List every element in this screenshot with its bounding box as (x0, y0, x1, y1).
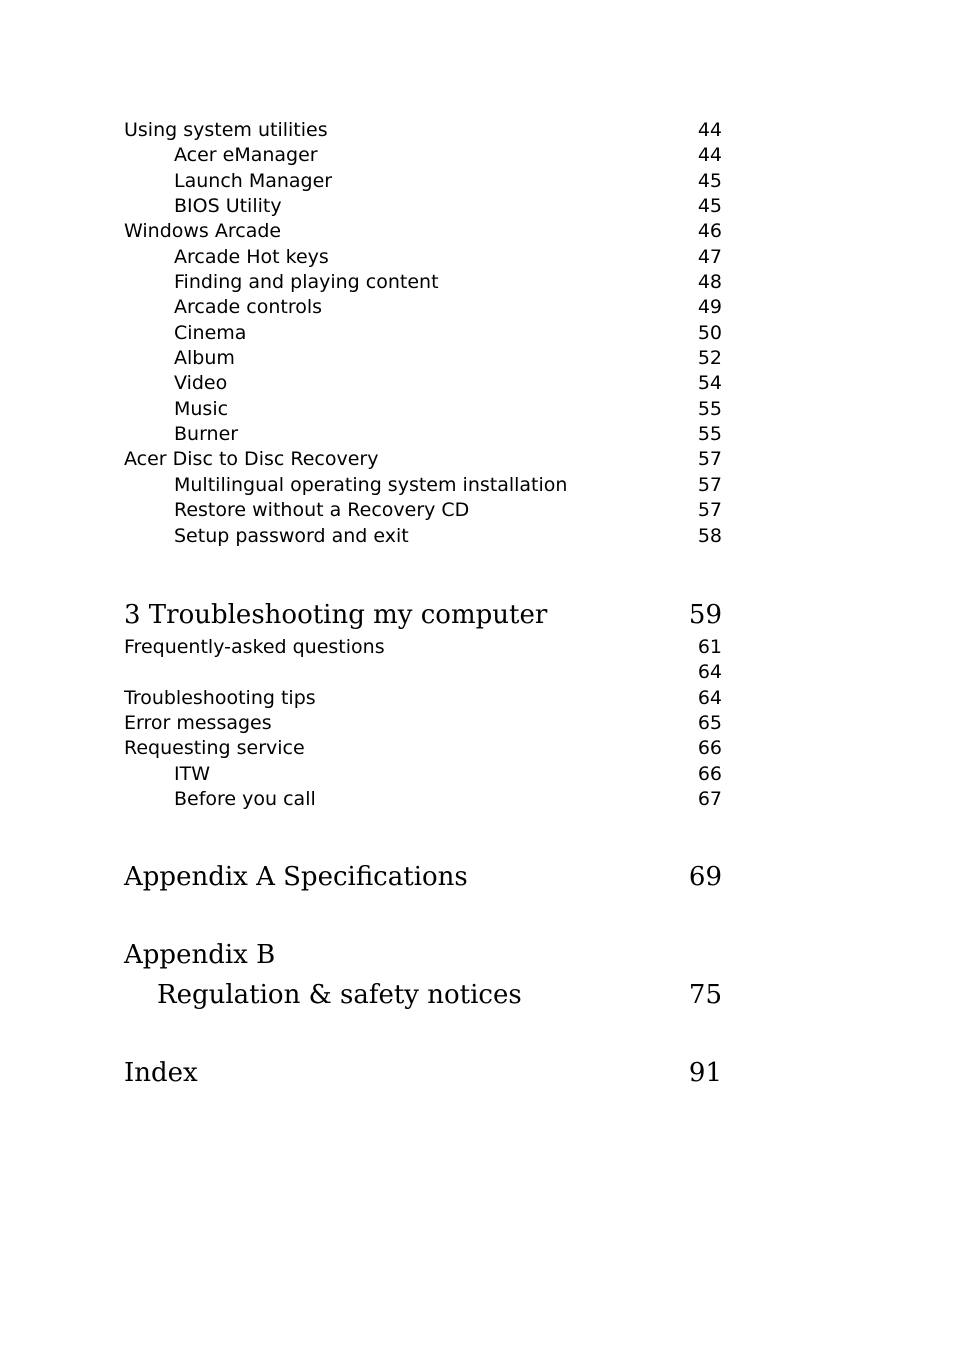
entry-title: Finding and playing content (174, 271, 439, 294)
toc-subentry[interactable] (124, 321, 722, 346)
entry-page-number: 47 (697, 245, 722, 268)
toc-entry[interactable] (124, 635, 722, 660)
entry-page-number: 55 (697, 397, 722, 420)
entry-title: Acer eManager (174, 144, 318, 167)
toc-subentry[interactable] (124, 524, 722, 549)
chapter-title: Appendix A Specifications (124, 862, 468, 893)
entry-page-number: 45 (697, 169, 722, 192)
entry-page-number: 67 (697, 787, 722, 810)
entry-page-number: 66 (697, 762, 722, 785)
toc-section-utilities (124, 118, 722, 549)
chapter-page-number: 91 (688, 1058, 722, 1089)
entry-title: Launch Manager (174, 169, 333, 192)
entry-title: Setup password and exit (174, 524, 409, 547)
entry-title: Album (174, 347, 235, 370)
chapter-title: 3 Troubleshooting my computer (124, 599, 548, 630)
entry-title: Music (174, 397, 229, 420)
entry-page-number: 49 (697, 296, 722, 319)
entry-page-number: 45 (697, 195, 722, 218)
entry-title: Restore without a Recovery CD (174, 499, 470, 522)
entry-title: Using system utilities (124, 119, 328, 141)
chapter-title: Index (124, 1058, 198, 1089)
entry-page-number: 64 (697, 686, 722, 709)
entry-title: Cinema (174, 321, 247, 344)
toc-subentry[interactable] (124, 422, 722, 447)
toc-subentry[interactable] (124, 473, 722, 498)
toc-entry[interactable] (124, 686, 722, 711)
toc-entry[interactable] (124, 660, 722, 685)
spacer (124, 1015, 722, 1053)
spacer (124, 812, 722, 857)
entry-title: Requesting service (124, 737, 305, 760)
toc-subentry[interactable] (124, 295, 722, 320)
entry-page-number: 66 (697, 737, 722, 760)
toc-subentry[interactable] (124, 371, 722, 396)
entry-title: Arcade Hot keys (174, 245, 329, 268)
toc-entry[interactable] (124, 736, 722, 761)
chapter-page-number: 75 (688, 980, 722, 1011)
entry-page-number: 57 (697, 473, 722, 496)
toc-subentry[interactable] (124, 762, 722, 787)
toc-subentry[interactable] (124, 194, 722, 219)
entry-title: Acer Disc to Disc Recovery (124, 448, 379, 471)
toc-chapter-appendix-a[interactable] (124, 857, 722, 897)
entry-page-number: 61 (697, 635, 722, 658)
entry-page-number: 65 (697, 711, 722, 734)
toc-chapter-troubleshooting[interactable] (124, 595, 722, 635)
toc-subentry[interactable] (124, 397, 722, 422)
chapter-page-number: 59 (688, 599, 722, 630)
entry-title: Error messages (124, 711, 272, 734)
chapter-title: Appendix B (124, 940, 276, 971)
entry-page-number: 48 (697, 271, 722, 294)
toc-subentry[interactable] (124, 143, 722, 168)
spacer (124, 549, 722, 595)
chapter-page-number: 69 (688, 862, 722, 893)
entry-title: Arcade controls (174, 296, 323, 319)
toc-section-troubleshooting (124, 635, 722, 812)
chapter-subtitle: Regulation & safety notices (157, 980, 522, 1011)
toc-entry[interactable] (124, 118, 722, 143)
entry-title: Multilingual operating system installation (174, 473, 568, 496)
entry-page-number: 44 (697, 144, 722, 167)
toc-subentry[interactable] (124, 245, 722, 270)
entry-title: Windows Arcade (124, 220, 282, 243)
entry-page-number: 50 (697, 321, 722, 344)
entry-page-number: 57 (697, 499, 722, 522)
entry-page-number: 44 (697, 119, 722, 141)
spacer (124, 897, 722, 935)
toc-subentry[interactable] (124, 787, 722, 812)
entry-page-number: 64 (697, 661, 722, 684)
entry-page-number: 57 (697, 448, 722, 471)
entry-title: Troubleshooting tips (124, 686, 316, 709)
toc-chapter-appendix-b-subtitle[interactable] (124, 975, 722, 1015)
entry-page-number: 55 (697, 423, 722, 446)
toc-chapter-index[interactable] (124, 1053, 722, 1093)
table-of-contents (124, 118, 722, 1093)
entry-title: Before you call (174, 787, 316, 810)
toc-subentry[interactable] (124, 169, 722, 194)
entry-title: BIOS Utility (174, 195, 282, 218)
toc-entry[interactable] (124, 711, 722, 736)
entry-page-number: 54 (697, 372, 722, 395)
entry-title: Burner (174, 423, 239, 446)
entry-title: Frequently-asked questions (124, 635, 385, 658)
entry-title: ITW (174, 762, 210, 785)
toc-chapter-appendix-b[interactable] (124, 935, 722, 975)
toc-subentry[interactable] (124, 498, 722, 523)
entry-title: Video (174, 372, 228, 395)
toc-subentry[interactable] (124, 346, 722, 371)
toc-entry[interactable] (124, 219, 722, 244)
entry-page-number: 46 (697, 220, 722, 243)
entry-page-number: 58 (697, 524, 722, 547)
entry-page-number: 52 (697, 347, 722, 370)
toc-entry[interactable] (124, 447, 722, 472)
toc-subentry[interactable] (124, 270, 722, 295)
